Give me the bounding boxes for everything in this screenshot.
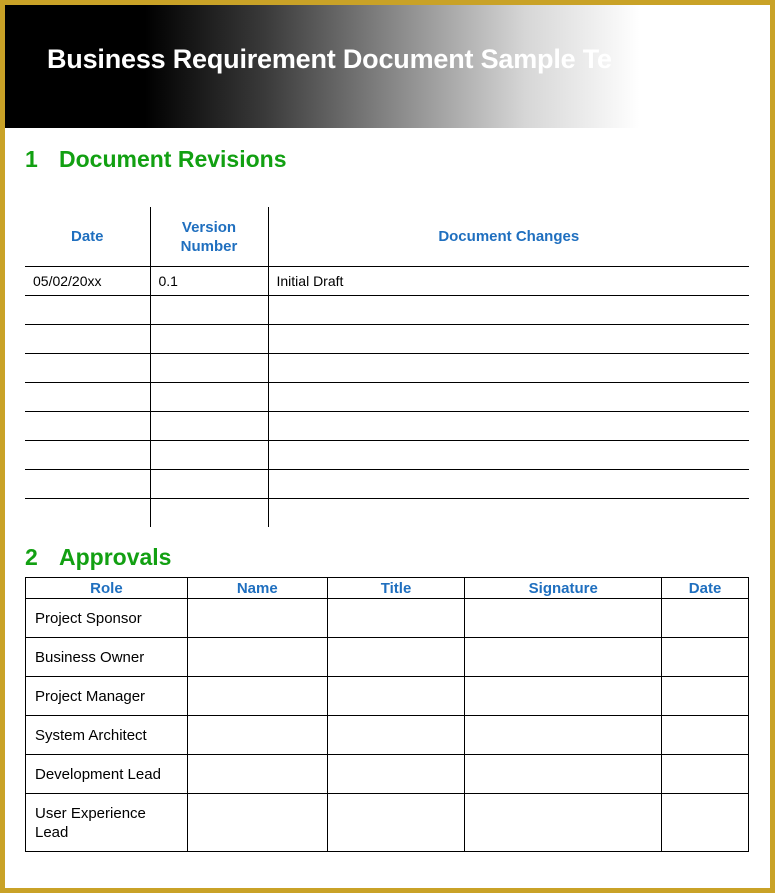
cell-name (187, 755, 327, 794)
column-header-signature: Signature (465, 578, 662, 599)
table-row (26, 677, 749, 716)
table-row (25, 441, 749, 470)
cell-changes (268, 354, 749, 383)
cell-date (25, 354, 150, 383)
table-row (25, 499, 749, 528)
cell-version (150, 325, 268, 354)
document-title: Business Requirement Document Sample Te (47, 44, 612, 74)
approvals-table (25, 577, 749, 852)
cell-role: Development Lead (26, 755, 188, 794)
cell-name (187, 716, 327, 755)
cell-date (662, 677, 749, 716)
revisions-table (25, 207, 749, 527)
cell-signature (465, 599, 662, 638)
table-header-row (25, 207, 749, 267)
cell-version (150, 296, 268, 325)
cell-date (662, 599, 749, 638)
cell-title (327, 716, 465, 755)
section-number: 2 (25, 544, 38, 570)
cell-version (150, 412, 268, 441)
cell-date (25, 296, 150, 325)
column-header-changes: Document Changes (268, 207, 749, 267)
cell-date (25, 499, 150, 528)
table-row (26, 755, 749, 794)
section-number: 1 (25, 146, 38, 172)
header-banner (5, 5, 770, 128)
role-line2: Lead (35, 823, 69, 841)
cell-signature (465, 677, 662, 716)
column-header-title: Title (327, 578, 465, 599)
cell-date (25, 470, 150, 499)
cell-role: Business Owner (26, 638, 188, 677)
cell-date (25, 441, 150, 470)
section-title: Approvals (59, 544, 172, 570)
cell-signature (465, 794, 662, 852)
cell-date (25, 412, 150, 441)
cell-changes (268, 441, 749, 470)
cell-changes (268, 383, 749, 412)
cell-name (187, 638, 327, 677)
column-header-version (150, 207, 268, 267)
cell-date: 05/02/20xx (25, 267, 150, 296)
cell-signature (465, 638, 662, 677)
cell-changes (268, 296, 749, 325)
cell-role (26, 794, 188, 852)
table-row (25, 325, 749, 354)
cell-version (150, 441, 268, 470)
column-header-role: Role (26, 578, 188, 599)
cell-role: Project Sponsor (26, 599, 188, 638)
cell-role: Project Manager (26, 677, 188, 716)
cell-version (150, 499, 268, 528)
section-heading-revisions (25, 146, 287, 173)
cell-date (662, 794, 749, 852)
cell-changes: Initial Draft (268, 267, 749, 296)
cell-title (327, 755, 465, 794)
cell-changes (268, 325, 749, 354)
column-header-name: Name (187, 578, 327, 599)
header-version-line1: Version (181, 218, 237, 236)
column-header-date: Date (25, 207, 150, 267)
header-version-line2: Number (180, 237, 238, 255)
cell-role: System Architect (26, 716, 188, 755)
cell-name (187, 677, 327, 716)
section-title: Document Revisions (59, 146, 287, 172)
section-heading-approvals (25, 544, 171, 571)
cell-signature (465, 755, 662, 794)
cell-date (662, 638, 749, 677)
cell-title (327, 599, 465, 638)
cell-date (662, 716, 749, 755)
cell-changes (268, 499, 749, 528)
cell-name (187, 794, 327, 852)
cell-version (150, 383, 268, 412)
table-row (25, 296, 749, 325)
cell-name (187, 599, 327, 638)
table-row (25, 470, 749, 499)
cell-date (25, 383, 150, 412)
table-row (26, 794, 749, 852)
cell-title (327, 638, 465, 677)
cell-version (150, 354, 268, 383)
role-line1: User Experience (35, 804, 146, 822)
cell-date (662, 755, 749, 794)
column-header-date: Date (662, 578, 749, 599)
table-row (25, 354, 749, 383)
cell-changes (268, 470, 749, 499)
table-row (25, 383, 749, 412)
table-header-row (26, 578, 749, 599)
cell-version: 0.1 (150, 267, 268, 296)
table-row (26, 716, 749, 755)
cell-title (327, 794, 465, 852)
cell-signature (465, 716, 662, 755)
cell-changes (268, 412, 749, 441)
cell-title (327, 677, 465, 716)
cell-version (150, 470, 268, 499)
table-row (26, 638, 749, 677)
table-row (25, 412, 749, 441)
cell-date (25, 325, 150, 354)
table-row (25, 267, 749, 296)
table-row (26, 599, 749, 638)
